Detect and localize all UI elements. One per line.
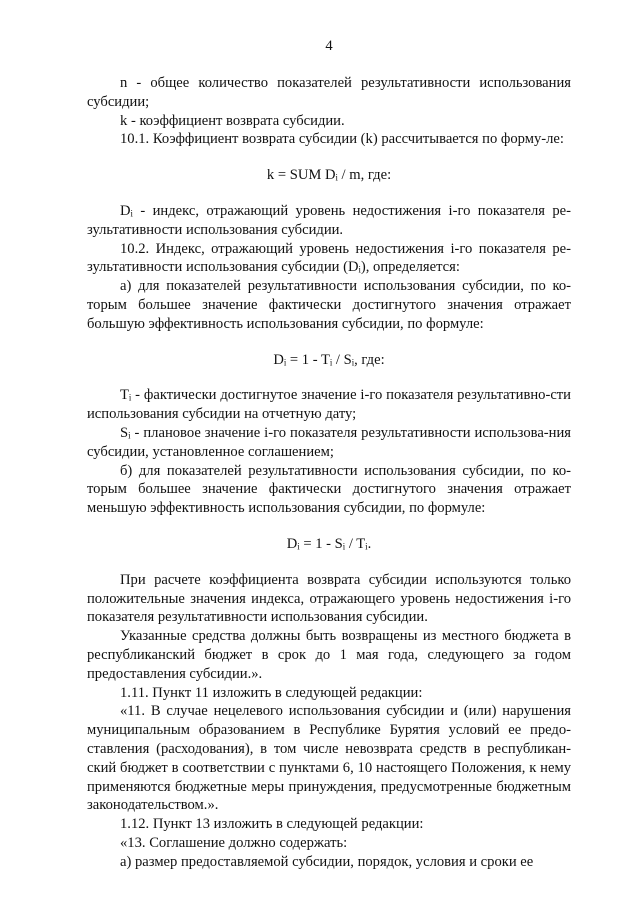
paragraph: Tᵢ - фактически достигнутое значение i-го показателя результативно-сти использования субсидии на отчетную дату; xyxy=(87,387,571,423)
paragraph: n - общее количество показателей результативности использования субсидии; xyxy=(87,75,571,110)
paragraph: k - коэффициент возврата субсидии. xyxy=(120,112,345,129)
document-body xyxy=(87,74,571,871)
paragraph: При расчете коэффициента возврата субсидии используются только положительные значения индекса, отражающего уровень недостижения i-го показателя результативности использования субсидии. xyxy=(87,571,571,626)
paragraph: 10.1. Коэффициент возврата субсидии (k) рассчитывается по форму-ле: xyxy=(120,131,564,148)
paragraph: «11. В случае нецелевого использования субсидии и (или) нарушения муниципальным образованием в Республике Бурятия условий ее предо-ставления (расходования), в том числе невозврата средств в республикан-ский бюджет в соответствии с пунктами 6, 10 настоящего Положения, к нему применяются бюджетные меры принуждения, предусмотренные бюджетным законодательством.». xyxy=(87,703,571,814)
page-number: 4 xyxy=(325,38,333,54)
paragraph: 10.2. Индекс, отражающий уровень недостижения i-го показателя ре-зультативности использования субсидии (Dᵢ), определяется: xyxy=(87,240,571,276)
paragraph: а) размер предоставляемой субсидии, порядок, условия и сроки ее xyxy=(120,853,534,870)
paragraph: 1.11. Пункт 11 изложить в следующей редакции: xyxy=(120,684,423,701)
paragraph: «13. Соглашение должно содержать: xyxy=(120,834,348,851)
paragraph: Указанные средства должны быть возвращены из местного бюджета в республиканский бюджет в срок до 1 мая года, следующего за годом предоставления субсидии.». xyxy=(87,628,571,682)
paragraph: б) для показателей результативности использования субсидии, по ко-торым большее значение фактически достигнутого значения отражает меньшую эффективность использования субсидии, по формуле: xyxy=(87,462,571,517)
paragraph: а) для показателей результативности использования субсидии, по ко-торым большее значение фактически достигнутого значения отражает большую эффективность использования субсидии, по формуле: xyxy=(87,278,571,332)
formula: Dᵢ = 1 - Tᵢ / Sᵢ, где: xyxy=(273,351,385,368)
formula: k = SUM Dᵢ / m, где: xyxy=(266,167,392,184)
formula: Dᵢ = 1 - Sᵢ / Tᵢ. xyxy=(286,535,372,552)
paragraph: Sᵢ - плановое значение i-го показателя результативности использова-ния субсидии, установленное соглашением; xyxy=(87,424,571,460)
paragraph: Dᵢ - индекс, отражающий уровень недостижения i-го показателя ре-зультативности использования субсидии. xyxy=(87,202,571,238)
paragraph: 1.12. Пункт 13 изложить в следующей редакции: xyxy=(120,816,424,833)
